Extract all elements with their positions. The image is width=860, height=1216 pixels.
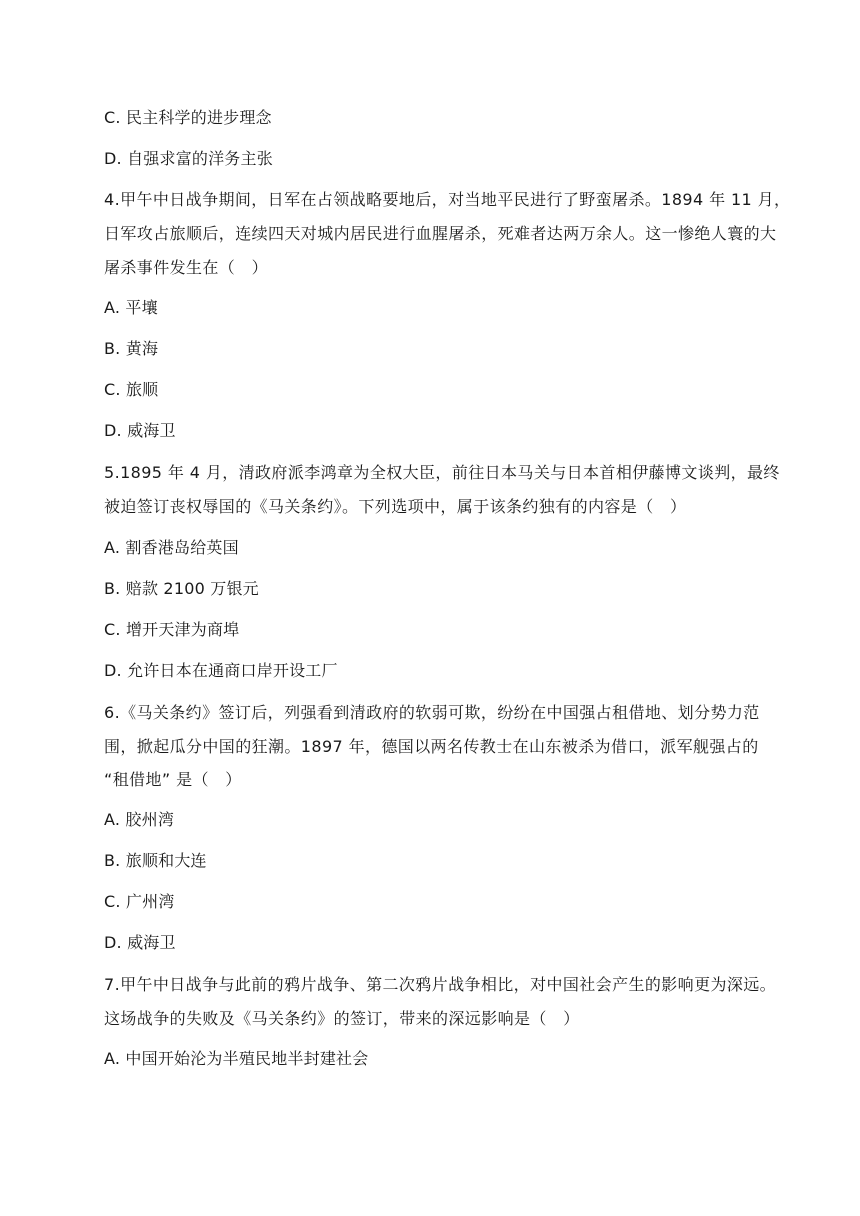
q6-option-d: D. 威海卫	[104, 933, 176, 952]
q6-option-a: A. 胶州湾	[104, 810, 175, 829]
q4-option-a: A. 平壤	[104, 298, 158, 317]
q5-option-b: B. 赔款 2100 万银元	[104, 579, 259, 598]
q5-option-d: D. 允许日本在通商口岸开设工厂	[104, 661, 338, 680]
q6-stem-line-3: “租借地” 是（ ）	[104, 770, 242, 789]
q5-option-a: A. 割香港岛给英国	[104, 538, 239, 557]
q5-option-c: C. 增开天津为商埠	[104, 620, 240, 639]
q5-stem-line-2: 被迫签订丧权辱国的《马关条约》。下列选项中，属于该条约独有的内容是（ ）	[104, 497, 687, 516]
q6-stem-line-2: 围，掀起瓜分中国的狂潮。1897 年，德国以两名传教士在山东被杀为借口，派军舰强占的	[104, 737, 759, 756]
q4-stem-line-3: 屠杀事件发生在（ ）	[104, 258, 269, 277]
q4-option-b: B. 黄海	[104, 339, 159, 358]
q4-option-c: C. 旅顺	[104, 380, 159, 399]
q3-option-c: C. 民主科学的进步理念	[104, 108, 272, 127]
q7-option-a: A. 中国开始沦为半殖民地半封建社会	[104, 1049, 369, 1068]
q6-option-b: B. 旅顺和大连	[104, 851, 207, 870]
q4-stem-line-1: 4.甲午中日战争期间，日军在占领战略要地后，对当地平民进行了野蛮屠杀。1894 年 11 月，	[104, 190, 791, 209]
q5-stem-line-1: 5.1895 年 4 月，清政府派李鸿章为全权大臣，前往日本马关与日本首相伊藤博文谈判，最终	[104, 463, 780, 482]
q6-option-c: C. 广州湾	[104, 892, 175, 911]
q7-stem-line-1: 7.甲午中日战争与此前的鸦片战争、第二次鸦片战争相比，对中国社会产生的影响更为深远。	[104, 975, 777, 994]
q6-stem-line-1: 6.《马关条约》签订后，列强看到清政府的软弱可欺，纷纷在中国强占租借地、划分势力范	[104, 703, 760, 722]
q3-option-d: D. 自强求富的洋务主张	[104, 149, 273, 168]
q4-stem-line-2: 日军攻占旅顺后，连续四天对城内居民进行血腥屠杀，死难者达两万余人。这一惨绝人寰的大	[104, 224, 777, 243]
q4-option-d: D. 威海卫	[104, 421, 176, 440]
q7-stem-line-2: 这场战争的失败及《马关条约》的签订，带来的深远影响是（ ）	[104, 1009, 580, 1028]
